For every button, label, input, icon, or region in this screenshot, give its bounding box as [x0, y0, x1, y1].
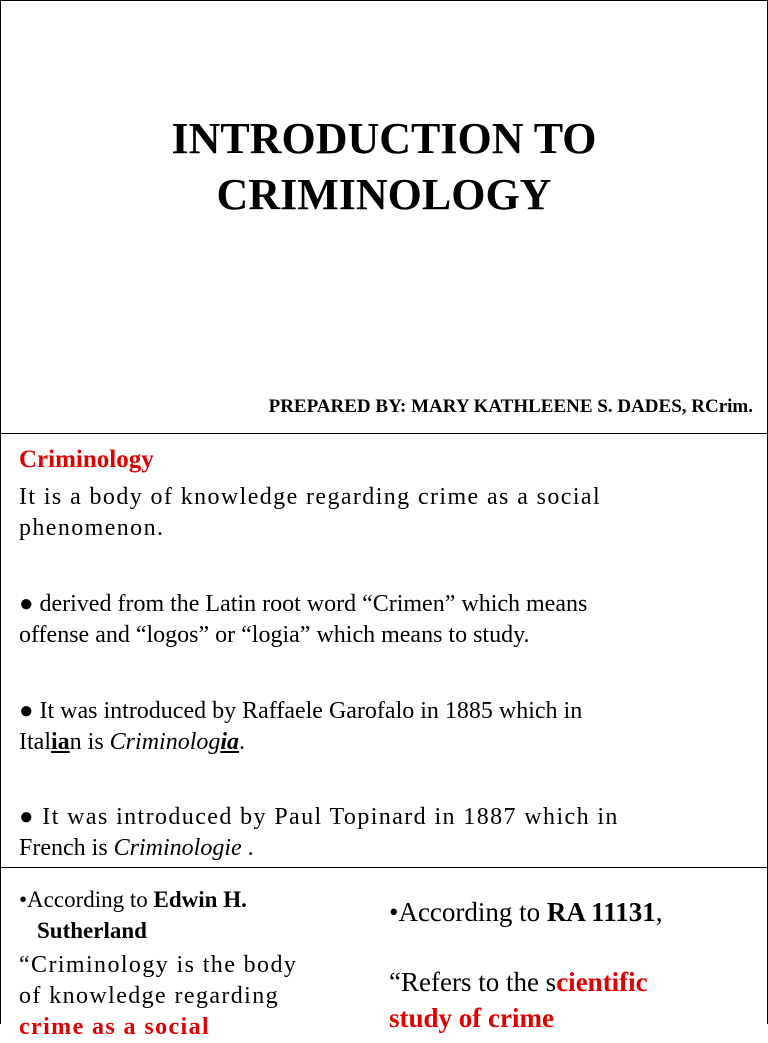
bullet-topinard [19, 802, 747, 864]
text-segment: Ital [19, 729, 51, 755]
bullet-3-line-1: ● It was introduced by Paul Topinard in 1887 which in [19, 804, 619, 830]
highlighted-text: cientific [556, 967, 648, 997]
italic-term: Criminologie [113, 835, 242, 861]
quote-line-1: “Criminology is the body [19, 952, 298, 978]
definition-line-2: phenomenon. [19, 515, 165, 541]
ra-bullet [389, 894, 759, 930]
quote-line-2: of knowledge regarding [19, 983, 280, 1009]
author-name-cont: Sutherland [37, 918, 147, 943]
text-segment: “Refers to the s [389, 967, 557, 997]
ra-quote [389, 964, 759, 1036]
left-column [19, 884, 359, 1043]
right-column [389, 894, 759, 1036]
quote-line-3: crime as a social [19, 1014, 211, 1040]
definition-paragraph [19, 482, 747, 544]
title-line-2: CRIMINOLOGY [216, 170, 552, 219]
bullet-etymology [19, 589, 747, 651]
prepared-by: PREPARED BY: MARY KATHLEENE S. DADES, RCrim. [268, 396, 753, 417]
author-name: Edwin H. [153, 887, 247, 912]
text-segment: . [239, 729, 246, 755]
title-line-1: INTRODUCTION TO [171, 114, 597, 163]
bullet-1-line-1: ● derived from the Latin root word “Crimen” which means [19, 591, 588, 617]
law-reference: RA 11131 [546, 897, 656, 927]
bullet-2-line-1: ● It was introduced by Raffaele Garofalo in 1885 which in [19, 698, 583, 724]
text-segment: •According to [389, 897, 547, 927]
bullet-1-line-2: offense and “logos” or “logia” which means to study. [19, 622, 530, 648]
definition-slide [0, 433, 768, 868]
italic-term: Criminolog [109, 729, 221, 755]
title-slide [0, 0, 768, 434]
text-segment: , [655, 897, 663, 927]
highlighted-text-cont: study of crime [389, 1003, 554, 1033]
bullet-garofalo [19, 696, 747, 758]
bullet-2-line-2 [19, 727, 747, 758]
text-segment: n is [69, 729, 110, 755]
definitions-comparison-slide [0, 867, 768, 1040]
definition-line-1: It is a body of knowledge regarding crime as a social [19, 484, 602, 510]
underlined-segment: ia [50, 729, 70, 755]
text-segment: •According to [19, 887, 154, 912]
slide-title [1, 111, 767, 223]
bullet-3-line-2 [19, 833, 747, 864]
sutherland-bullet [19, 884, 359, 946]
text-segment: French is [19, 835, 114, 861]
slide-heading: Criminology [19, 446, 154, 473]
sutherland-quote [19, 950, 359, 1043]
underlined-italic-segment: ia [220, 729, 240, 755]
text-segment: . [241, 835, 254, 861]
